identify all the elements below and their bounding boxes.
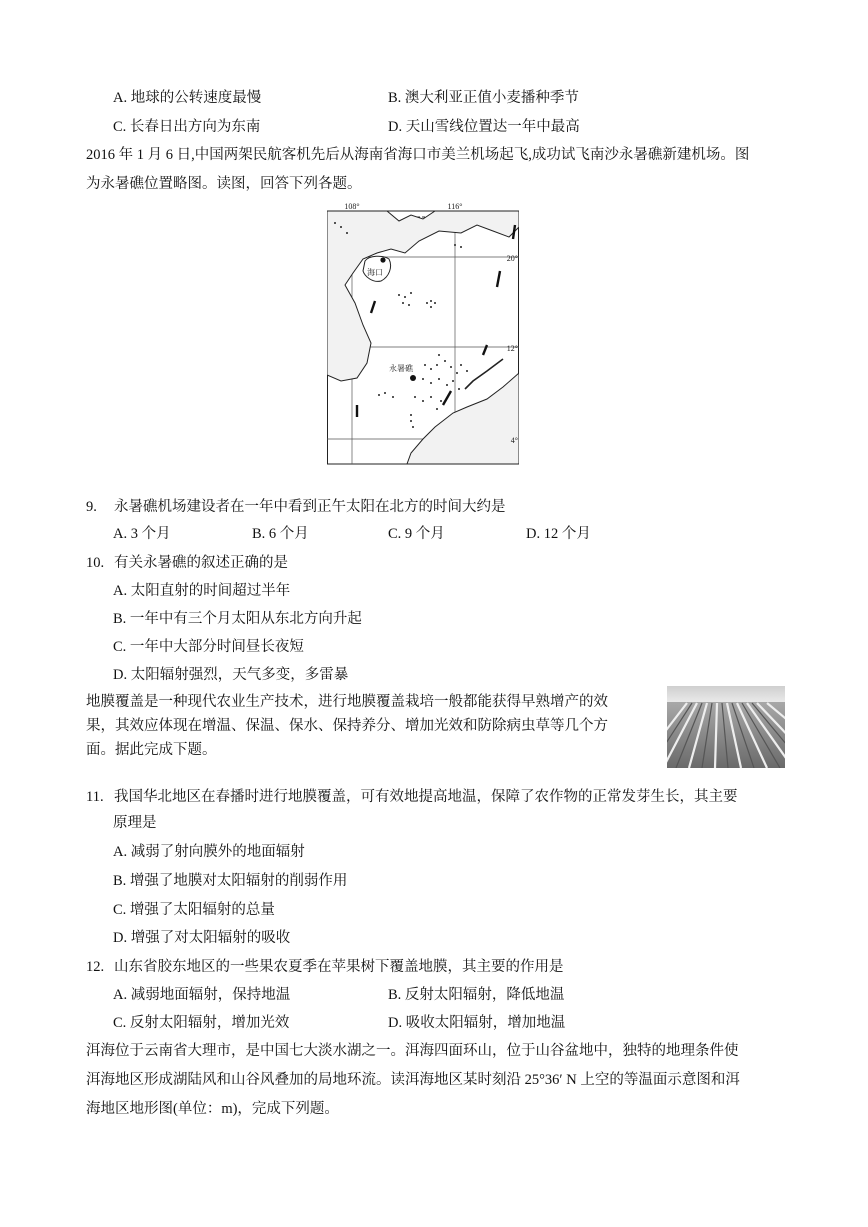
q10-option-d: D. 太阳辐射强烈，天气多变，多雷暴 — [113, 667, 349, 683]
intro3-line3: 海地区地形图(单位：m)，完成下列题。 — [86, 1101, 339, 1117]
intro1-line1: 2016 年 1 月 6 日,中国两架民航客机先后从海南省海口市美兰机场起飞,成功试飞南沙永暑礁新建机场。图 — [86, 147, 750, 163]
q10-option-c: C. 一年中大部分时间昼长夜短 — [113, 639, 304, 655]
q11-option-d: D. 增强了对太阳辐射的吸收 — [113, 930, 291, 946]
q9-option-b: B. 6 个月 — [252, 526, 309, 542]
q11-option-a: A. 减弱了射向膜外的地面辐射 — [113, 844, 305, 860]
q11-option-c: C. 增强了太阳辐射的总量 — [113, 902, 275, 918]
q12-option-b: B. 反射太阳辐射，降低地温 — [388, 987, 565, 1003]
prev-option-a: A. 地球的公转速度最慢 — [113, 90, 262, 106]
q10-option-a: A. 太阳直射的时间超过半年 — [113, 583, 291, 599]
prev-option-d: D. 天山雪线位置达一年中最高 — [388, 119, 580, 135]
question-12-stem: 山东省胶东地区的一些果农夏季在苹果树下覆盖地膜，其主要的作用是 — [114, 959, 564, 975]
question-9-stem: 永暑礁机场建设者在一年中看到正午太阳在北方的时间大约是 — [114, 499, 506, 515]
lon-108-label: 108° — [344, 203, 360, 211]
q9-option-c: C. 9 个月 — [388, 526, 445, 542]
q9-option-d: D. 12 个月 — [526, 526, 591, 542]
q9-option-a: A. 3 个月 — [113, 526, 171, 542]
intro3-line1: 洱海位于云南省大理市，是中国七大淡水湖之一。洱海四面环山，位于山谷盆地中，独特的地理条件使 — [86, 1043, 739, 1059]
q12-option-a: A. 减弱地面辐射，保持地温 — [113, 987, 291, 1003]
prev-option-c: C. 长春日出方向为东南 — [113, 119, 261, 135]
prev-option-b: B. 澳大利亚正值小麦播种季节 — [388, 90, 579, 106]
lat-12-label: 12° — [506, 344, 518, 353]
question-11-stem-line1: 我国华北地区在春播时进行地膜覆盖，可有效地提高地温，保障了农作物的正常发芽生长，其主要 — [114, 789, 738, 805]
intro3-line2: 洱海地区形成湖陆风和山谷风叠加的局地环流。读洱海地区某时刻沿 25°36′ N 上空的等温面示意图和洱 — [86, 1072, 740, 1088]
q10-option-b: B. 一年中有三个月太阳从东北方向升起 — [113, 611, 362, 627]
question-12 — [86, 955, 564, 976]
yongshu-reef-location-map — [327, 203, 519, 465]
q11-option-b: B. 增强了地膜对太阳辐射的削弱作用 — [113, 873, 348, 889]
question-11-number: 11. — [86, 789, 104, 805]
question-10 — [86, 551, 288, 572]
question-12-number: 12. — [86, 959, 105, 975]
lon-116-label: 116° — [447, 203, 463, 211]
intro1-line2: 为永暑礁位置略图。读图，回答下列各题。 — [86, 176, 362, 192]
intro2-line2: 果，其效应体现在增温、保温、保水、保持养分、增加光效和防除病虫草等几个方 — [86, 718, 608, 734]
lat-4-label: 4° — [510, 436, 518, 445]
question-11-stem-line2: 原理是 — [113, 815, 157, 831]
question-9-number: 9. — [86, 499, 97, 515]
q12-option-c: C. 反射太阳辐射，增加光效 — [113, 1015, 290, 1031]
plastic-film-field-photo — [667, 686, 785, 768]
haikou-label: 海口 — [367, 268, 383, 277]
lat-20-label: 20° — [506, 254, 518, 263]
question-9 — [86, 495, 506, 516]
question-10-number: 10. — [86, 555, 105, 571]
intro2-line1: 地膜覆盖是一种现代农业生产技术，进行地膜覆盖栽培一般都能获得早熟增产的效 — [86, 694, 608, 710]
question-10-stem: 有关永暑礁的叙述正确的是 — [114, 555, 288, 571]
intro2-line3: 面。据此完成下题。 — [86, 742, 217, 758]
question-11 — [86, 785, 738, 806]
q12-option-d: D. 吸收太阳辐射，增加地温 — [388, 1015, 566, 1031]
yongshu-label: 永暑礁 — [389, 364, 413, 373]
